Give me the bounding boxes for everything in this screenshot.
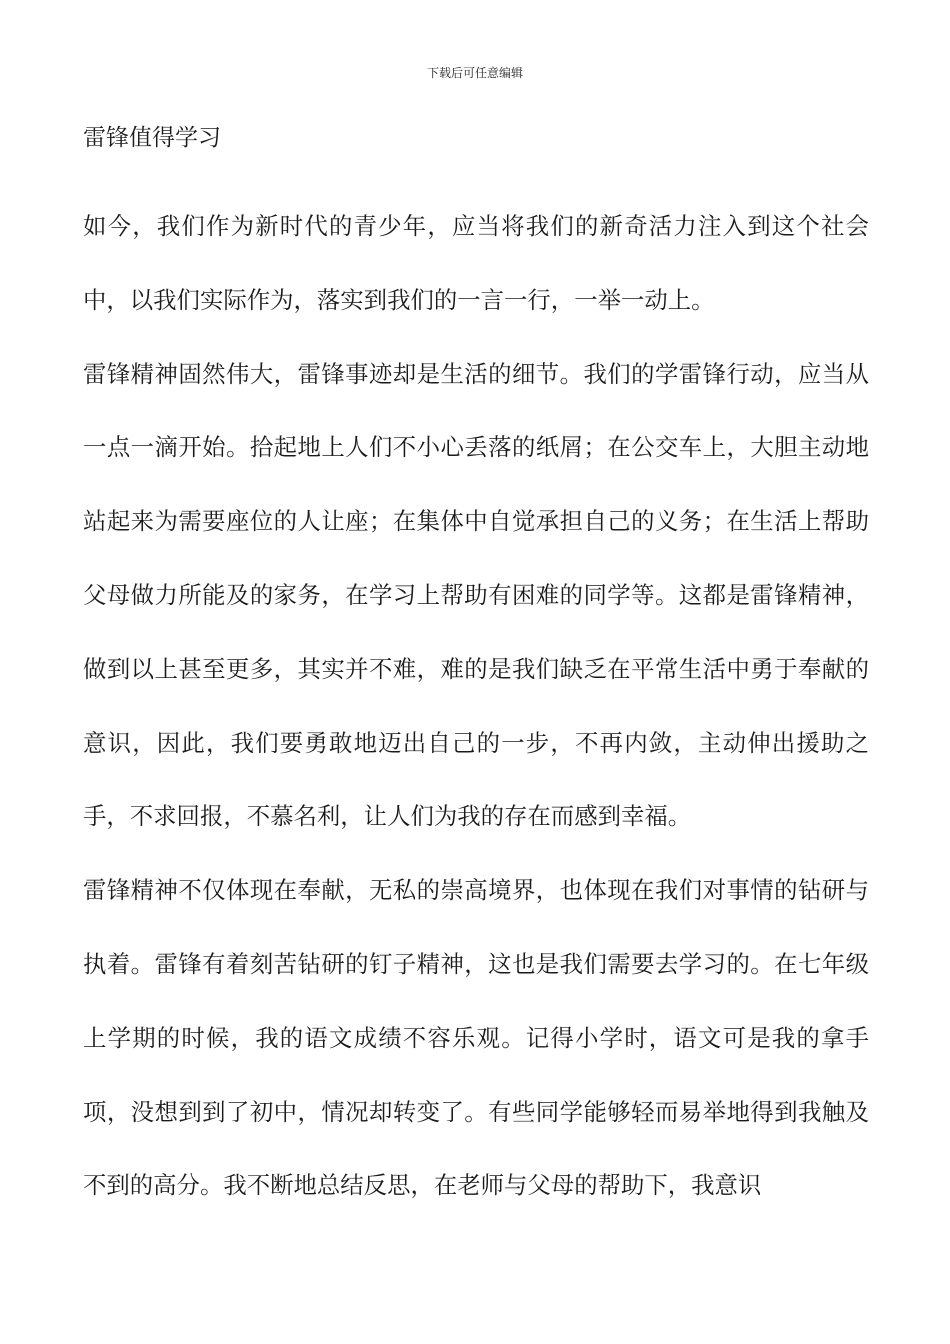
document-title: 雷锋值得学习 xyxy=(83,125,221,151)
document-body xyxy=(83,190,869,1223)
page-header-note: 下载后可任意编辑 xyxy=(426,66,523,80)
paragraph-3: 雷锋精神不仅体现在奉献，无私的崇高境界，也体现在我们对事情的钻研与执着。雷锋有着刻苦钻研的钉子精神，这也是我们需要去学习的。在七年级上学期的时候，我的语文成绩不容乐观。记得小学时，语文可是我的拿手项，没想到到了初中，情况却转变了。有些同学能够轻而易举地得到我触及不到的高分。我不断地总结反思，在老师与父母的帮助下，我意识 xyxy=(83,876,869,1200)
paragraph-2: 雷锋精神固然伟大，雷锋事迹却是生活的细节。我们的学雷锋行动，应当从一点一滴开始。拾起地上人们不小心丢落的纸屑；在公交车上，大胆主动地站起来为需要座位的人让座；在集体中自觉承担自己的义务；在生活上帮助父母做力所能及的家务，在学习上帮助有困难的同学等。这都是雷锋精神，做到以上甚至更多，其实并不难，难的是我们缺乏在平常生活中勇于奉献的意识，因此，我们要勇敢地迈出自己的一步，不再内敛，主动伸出援助之手，不求回报，不慕名利，让人们为我的存在而感到幸福。 xyxy=(83,359,869,831)
paragraph-1: 如今，我们作为新时代的青少年，应当将我们的新奇活力注入到这个社会中，以我们实际作为，落实到我们的一言一行，一举一动上。 xyxy=(83,212,869,314)
